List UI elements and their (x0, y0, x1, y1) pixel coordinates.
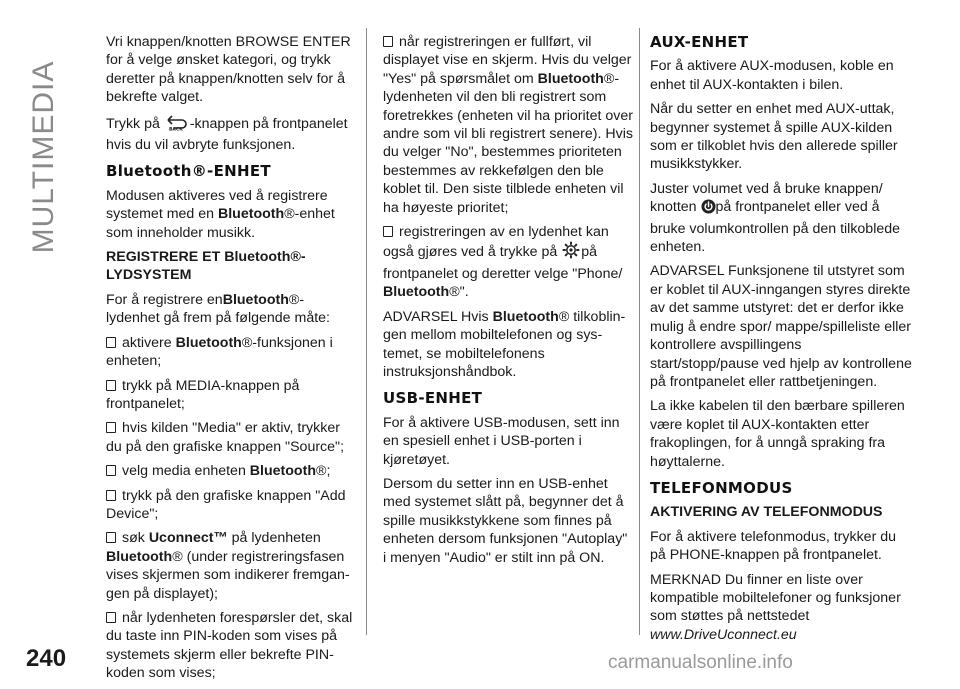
paragraph: La ikke kabelen til den bærbare spilleren være koplet til AUX-kontakten etter frakoplingen, for å unngå spraking fra høyttalerne. (650, 398, 905, 470)
list-item: søk Uconnect™ på lydenheten Bluetooth® (under registreringsfasen vises skjermen som indikerer fremgan-gen på displayet); (106, 530, 350, 602)
sub-heading: AKTIVERING AV TELEFONMODUS (650, 504, 883, 521)
bullet-icon (383, 36, 393, 47)
paragraph: Juster volumet ved å bruke knappen/ knotten på frontpanelet eller ved å bruke volumkontrollen på den tilkoblede enheten. (650, 180, 901, 256)
watermark: carmanualsonline.info (608, 652, 793, 673)
paragraph: ADVARSEL Hvis Bluetooth® tilkoblin-gen mellom mobiltelefonen og sys-temet, se mobiltelefonens instruksjonshåndbok. (383, 308, 626, 380)
list-item: når registreringen er fullført, vil displayet vise en skjerm. Hvis du velger "Yes" på spørsmålet om Bluetooth®-lydenheten vil den bli registrert som foretrekkes (enheten vil ha prioritet over andre som vil bli registrert senere). Hvis du velger "No", bestemmes prioriteten bestemmes av rekkefølgen den ble koblet til. Den siste tilblede enheten vil ha høyeste prioritet; (383, 34, 633, 216)
list-item: velg media enheten Bluetooth®; (106, 462, 356, 480)
paragraph: MERKNAD Du finner en liste over kompatible mobiltelefoner og funksjoner som støttes på nettstedet (650, 571, 901, 625)
list-item: trykk på den grafiske knappen "Add Device"; (106, 487, 346, 522)
paragraph: Trykk på BACK -knappen på frontpanelet hvis du vil avbryte funksjonen. (106, 113, 356, 155)
paragraph: For å aktivere USB-modusen, sett inn en spesiell enhet i USB-porten i kjøretøyet. (383, 414, 620, 468)
section-heading: TELEFONMODUS (650, 478, 793, 497)
back-icon (164, 113, 190, 136)
bullet-icon (106, 422, 116, 433)
column-divider (639, 28, 640, 635)
column-1 (106, 33, 356, 689)
page-number: 240 (26, 645, 67, 672)
paragraph: For å registrere enBluetooth®-lydenhet gå frem på følgende måte: (106, 291, 330, 327)
column-3 (650, 33, 912, 650)
paragraph: ADVARSEL Funksjonene til utstyret som er koblet til AUX-inngangen styres direkte av det samme utstyret: det er derfor ikke mulig å endre spor/ mappe/spilleliste eller kontrollere avspillingens start/stopp/pause ved hjelp av kontrollene på frontpanelet eller rattbetjeningen. (650, 263, 912, 390)
column-divider (366, 28, 367, 635)
list-item: når lydenheten forespørsler det, skal du taste inn PIN-koden som vises på systemets skjerm eller bekrefte PIN-koden som vises; (106, 609, 353, 682)
website-link[interactable]: www.DriveUconnect.eu (650, 626, 797, 643)
paragraph: For å aktivere telefonmodus, trykker du på PHONE-knappen på frontpanelet. (650, 528, 897, 564)
column-2 (383, 33, 633, 573)
section-heading: USB-ENHET (383, 389, 483, 408)
bullet-icon (106, 380, 116, 391)
section-side-label: MULTIMEDIA (27, 60, 60, 254)
paragraph: Modusen aktiveres ved å registrere systemet med en Bluetooth®-enhet som inneholder musikk. (106, 187, 335, 241)
bullet-icon (106, 465, 116, 476)
paragraph: Dersom du setter inn en USB-enhet med systemet slått på, begynner det å spille musikkstykkene som finnes på enheten dersom funksjonen "Autoplay" i menyen "Audio" er stilt inn på ON. (383, 475, 628, 566)
list-item: aktivere Bluetooth®-funksjonen i enheten; (106, 334, 333, 370)
settings-gear-icon (561, 241, 581, 264)
power-icon (701, 199, 716, 219)
bullet-icon (106, 612, 116, 623)
bullet-icon (106, 337, 116, 348)
paragraph: Når du setter en enhet med AUX-uttak, begynner systemet å spille AUX-kilden som er tilkoblet hvis den allerede spiller musikkstykker. (650, 101, 898, 173)
paragraph: Vri knappen/knotten BROWSE ENTER for å velge ønsket kategori, og trykk deretter på knappen/knotten selv for å bekrefte valget. (106, 34, 351, 106)
bullet-icon (383, 226, 393, 237)
section-heading: Bluetooth®-ENHET (106, 162, 271, 181)
list-item: hvis kilden "Media" er aktiv, trykker du på den grafiske knappen "Source"; (106, 420, 345, 455)
bullet-icon (106, 490, 116, 501)
sub-heading: REGISTRERE ET Bluetooth®-LYDSYSTEM (106, 249, 306, 284)
list-item: registreringen av en lydenhet kan også gjøres ved å trykke på på frontpanelet og deretter velge "Phone/ Bluetooth®". (383, 224, 623, 301)
bullet-icon (106, 532, 116, 543)
svg-text:BACK: BACK (168, 127, 183, 131)
section-heading: AUX-ENHET (650, 33, 749, 51)
list-item: trykk på MEDIA-knappen på frontpanelet; (106, 377, 300, 412)
paragraph: For å aktivere AUX-modusen, koble en enhet til AUX-kontakten i bilen. (650, 58, 894, 93)
